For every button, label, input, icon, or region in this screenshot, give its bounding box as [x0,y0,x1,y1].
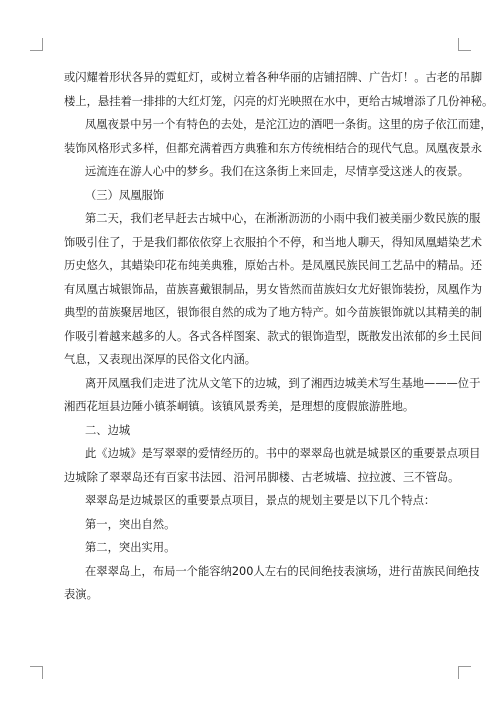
crop-mark-bottom-left [30,666,43,679]
text-line: 表演。 [64,588,98,601]
section-heading: 二、边城 [85,423,131,437]
crop-mark-bottom-right [458,666,471,679]
text-line: 边城除了翠翠岛还有百家书法园、沿河吊脚楼、古老城墙、拉拉渡、三不管岛。 [64,470,460,484]
text-line: 气息，又表现出深厚的民俗文化内涵。 [64,353,257,366]
text-line: 远流连在游人心中的梦乡。我们在这条街上来回走，尽情享受这迷人的夜景。 [85,165,470,178]
text-line: 装饰风格形式多样，但都充满着西方典雅和东方传统相结合的现代气息。凤凰夜景永 [64,141,482,155]
text-line: 第一，突出自然。 [85,517,176,531]
text-line: 翠翠岛是边城景区的重要景点项目，景点的规划主要是以下几个特点： [85,494,436,507]
text-line: 典型的苗族聚居地区，银饰很自然的成为了地方特产。如今苗族银饰就以其精美的制 [64,306,482,319]
text-line: 离开凤凰我们走进了沈从文笔下的边城，到了湘西边城美术写生基地———位于 [85,376,481,390]
text-line: 凤凰夜景中另一个有特色的去处，是沱江边的酒吧一条街。这里的房子依江而建， [85,118,492,131]
document-body [64,66,494,607]
crop-mark-top-left [30,38,43,51]
text-line: 或闪耀着形状各异的霓虹灯，或树立着各种华丽的店铺招牌、广告灯！。古老的吊脚 [64,71,482,84]
text-line: 历史悠久，其蜡染印花布纯美典雅，原始古朴。是凤凰民族民间工艺品中的精品。还 [64,259,482,272]
text-line: 楼上，悬挂着一排排的大红灯笼，闪亮的灯光映照在水中，更给古城增添了几份神秘。 [64,94,494,108]
text-line: 在翠翠岛上，布局一个能容纳200人左右的民间绝技表演场，进行苗族民间绝技 [85,564,480,578]
text-line: 有凤凰古城银饰品，苗族喜戴银制品，男女皆然而苗族妇女尤好银饰装扮，凤凰作为 [64,282,482,296]
text-line: 饰吸引住了，于是我们都依依穿上衣服拍个不停，和当地人聊天，得知凤凰蜡染艺术 [64,235,482,249]
section-heading: （三）凤凰服饰 [85,188,165,202]
text-line: 作吸引着越来越多的人。各式各样图案、款式的银饰造型，既散发出浓郁的乡土民间 [64,329,482,343]
text-line: 第二，突出实用。 [85,541,176,554]
text-line: 湘西花垣县边陲小镇茶峒镇。该镇风景秀美，是理想的度假旅游胜地。 [64,400,415,413]
crop-mark-top-right [458,38,471,51]
text-line: 第二天，我们老早赶去古城中心，在淅淅沥沥的小雨中我们被美丽少数民族的服 [85,212,481,225]
text-line: 此《边城》是写翠翠的爱情经历的。书中的翠翠岛也就是城景区的重要景点项目 [85,447,481,460]
